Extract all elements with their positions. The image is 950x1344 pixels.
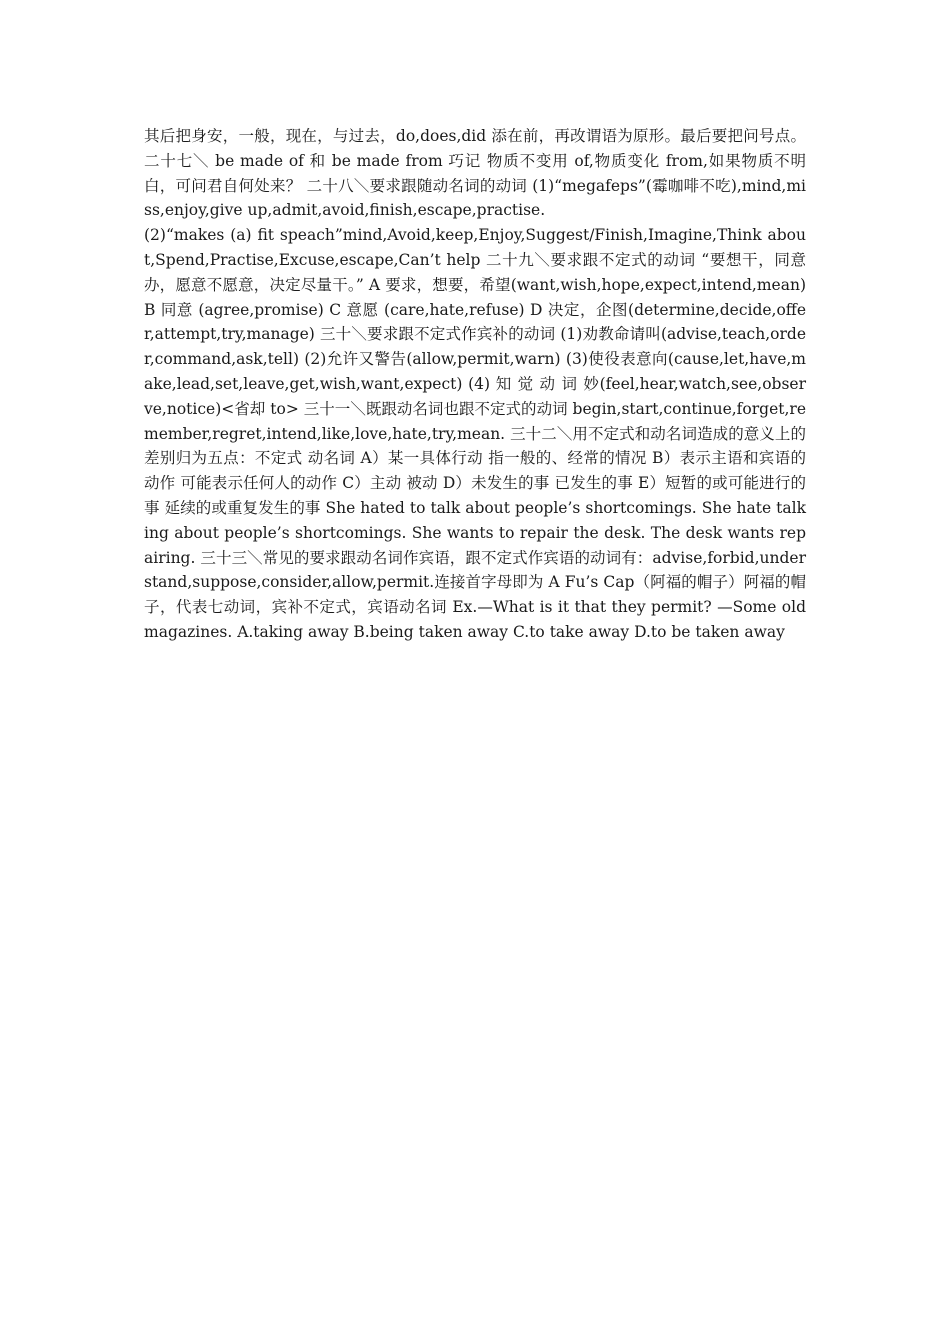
document-body bbox=[144, 124, 806, 645]
paragraph-grammar-rules-27-28: 其后把身安，一般，现在，与过去，do,does,did 添在前，再改谓语为原形。最后要把问号点。二十七＼ be made of 和 be made from 巧记 物质不变用 of,物质变化 from,如果物质不明白，可问君自何处来？ 二十八＼要求跟随动名词的动词 (1)“megafeps”(霉咖啡不吃),mind,miss,enjoy,give up,admit,avoid,finish,escape,practise. bbox=[144, 127, 806, 220]
paragraph-grammar-rules-28-33: (2)“makes (a) fit speach”mind,Avoid,keep,Enjoy,Suggest/Finish,Imagine,Think about,Spend,Practise,Excuse,escape,Can’t help 二十九＼要求跟不定式的动词 “要想干，同意办，愿意不愿意，决定尽量干。” A 要求，想要，希望(want,wish,hope,expect,intend,mean) B 同意 (agree,promise) C 意愿 (care,hate,refuse) D 决定，企图(determine,decide,offer,attempt,try,manage) 三十＼要求跟不定式作宾补的动词 (1)劝教命请叫(advise,teach,order,command,ask,tell) (2)允许又警告(allow,permit,warn) (3)使役表意向(cause,let,have,make,lead,set,leave,get,wish,want,expect) (4) 知 觉 动 词 妙(feel,hear,watch,see,observe,notice)<省却 to> 三十一＼既跟动名词也跟不定式的动词 begin,start,continue,forget,remember,regret,intend,like,love,hate,try,mean. 三十二＼用不定式和动名词造成的意义上的差别归为五点：不定式 动名词 A）某一具体行动 指一般的、经常的情况 B）表示主语和宾语的动作 可能表示任何人的动作 C）主动 被动 D）未发生的事 已发生的事 E）短暂的或可能进行的事 延续的或重复发生的事 She hated to talk about people’s shortcomings. She hate talking about people’s shortcomings. She wants to repair the desk. The desk wants repairing. 三十三＼常见的要求跟动名词作宾语，跟不定式作宾语的动词有：advise,forbid,understand,suppose,consider,allow,permit.连接首字母即为 A Fu’s Cap（阿福的帽子）阿福的帽子，代表七动词，宾补不定式，宾语动名词 Ex.—What is it that they permit? —Some old magazines. A.taking away B.being taken away C.to take away D.to be taken away bbox=[144, 226, 806, 641]
